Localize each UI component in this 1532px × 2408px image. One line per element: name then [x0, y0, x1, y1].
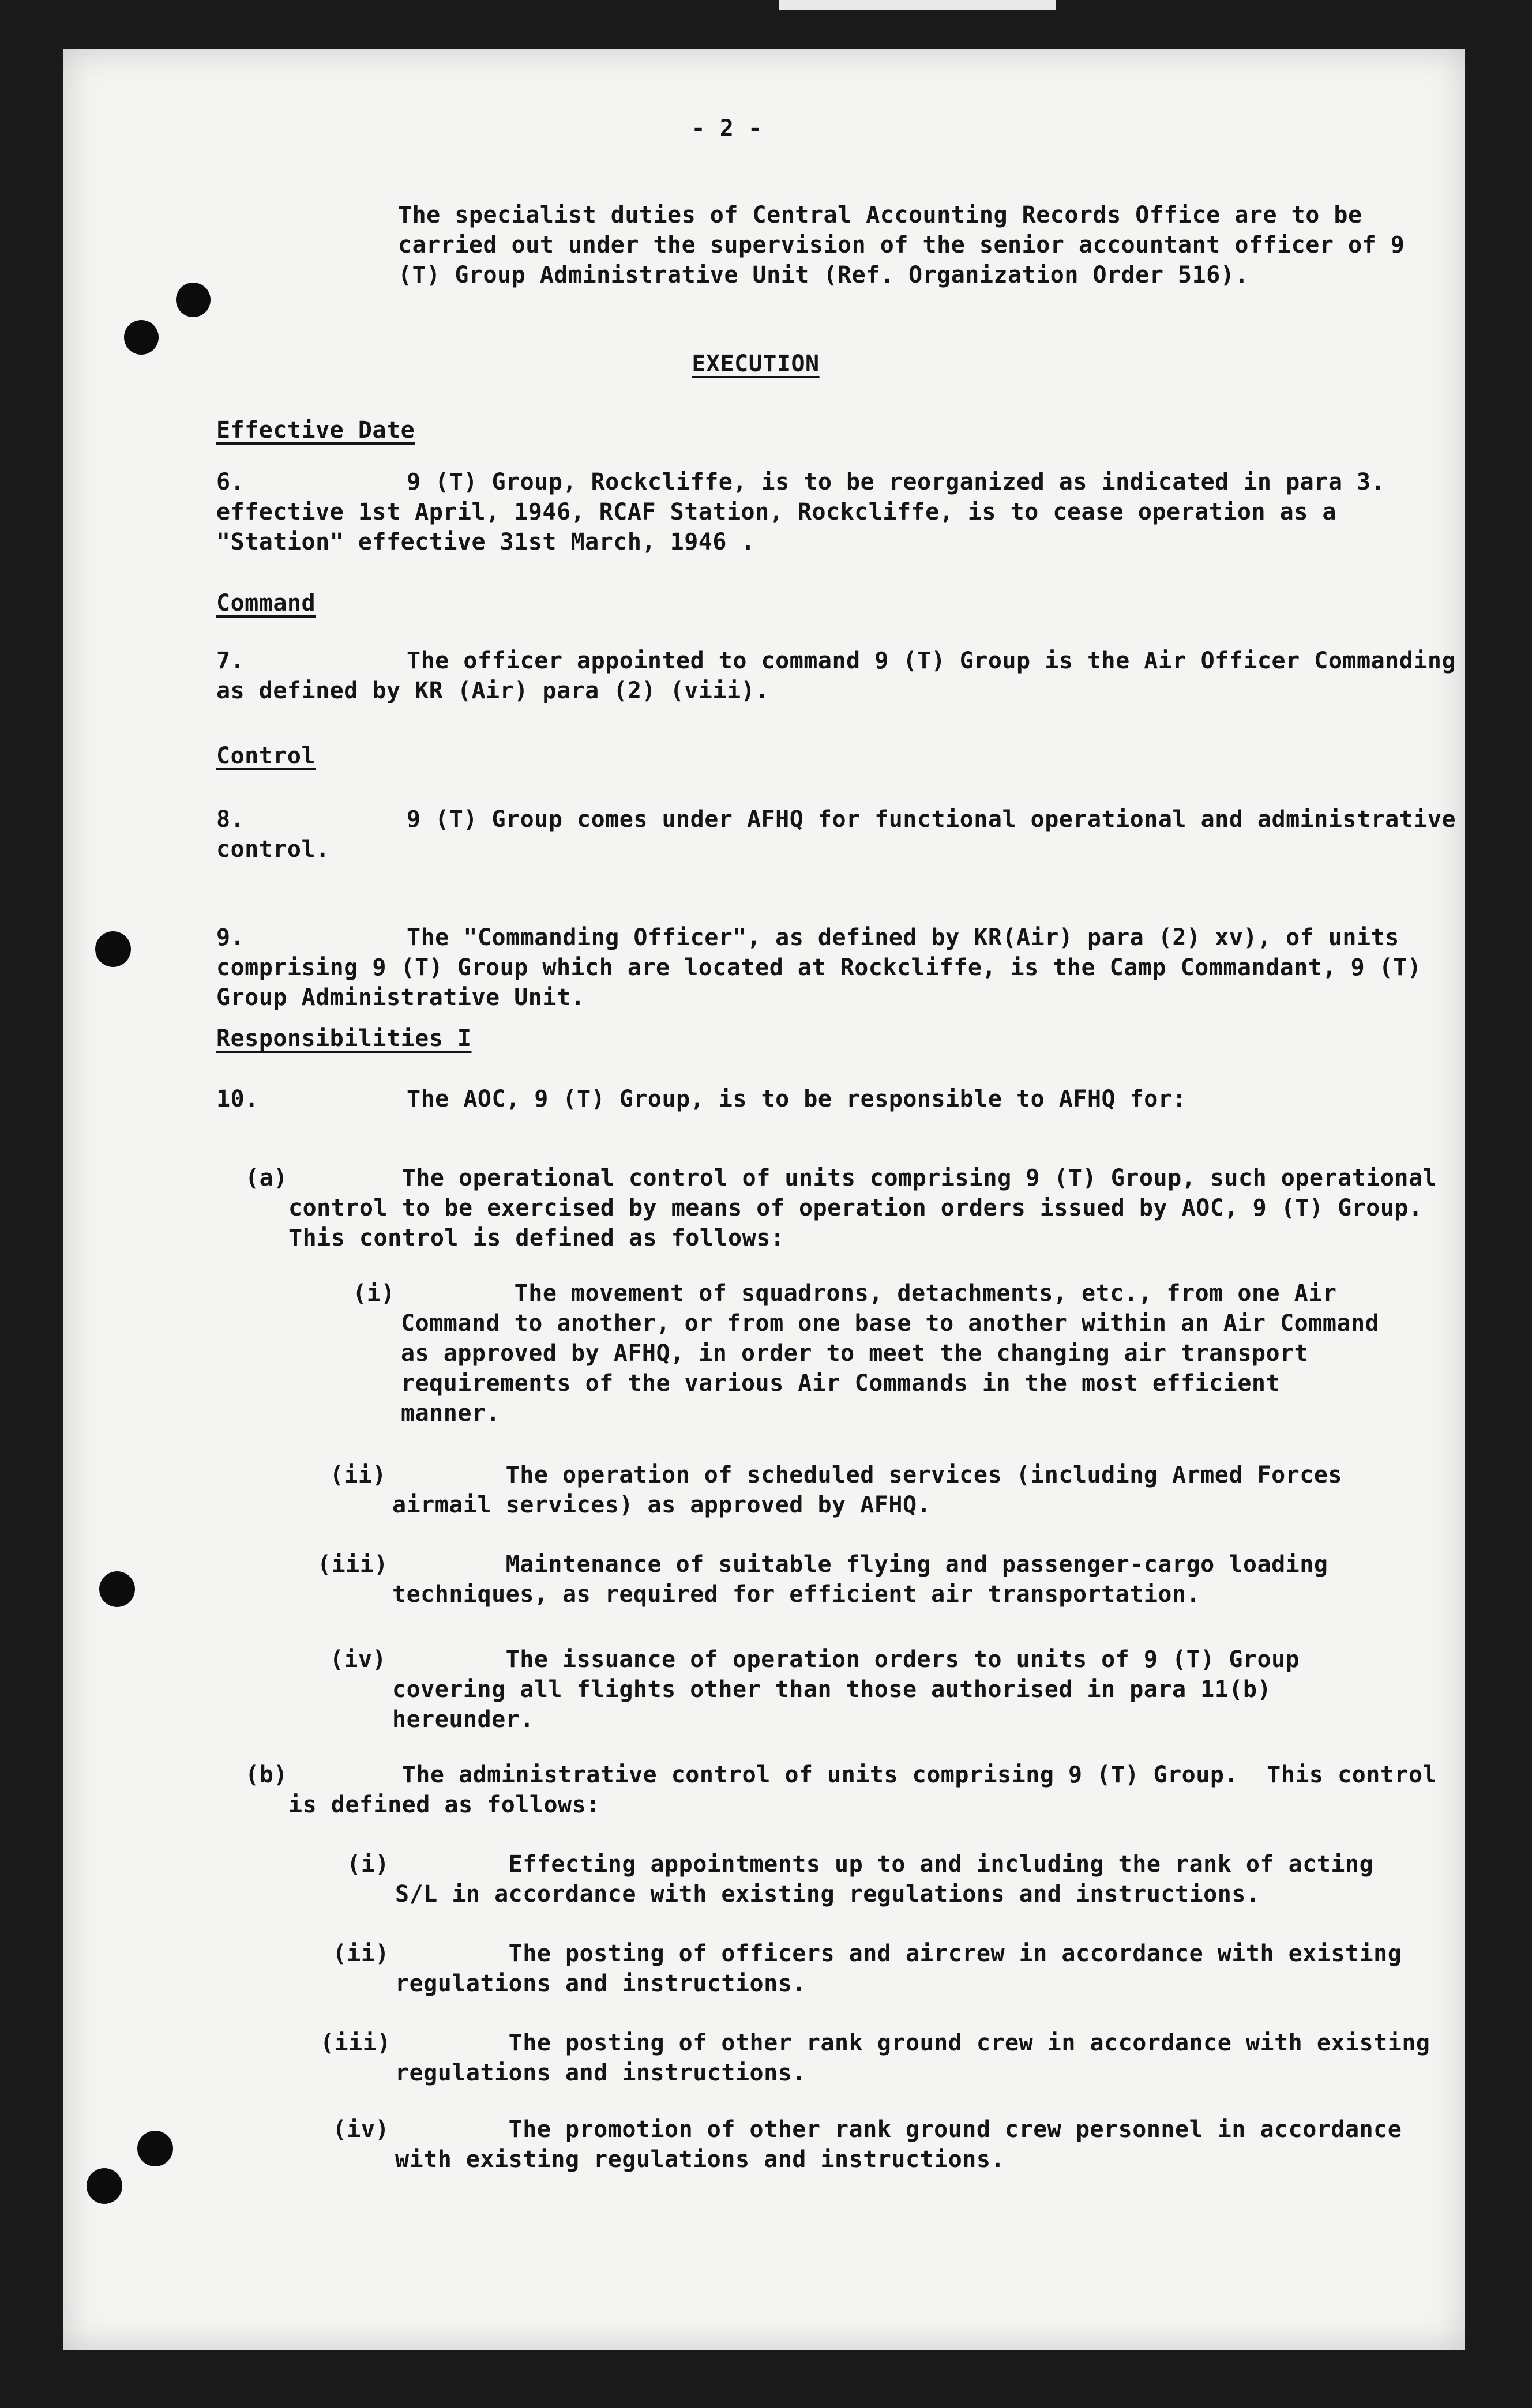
item-text: The posting of other rank ground crew in accordance with existing regulations and instructions.: [395, 2030, 1445, 2086]
paragraph-number: 7.: [216, 648, 245, 674]
item-label: (a): [245, 1165, 288, 1191]
item-label: (i): [352, 1280, 395, 1307]
control-heading: Control: [216, 743, 316, 769]
paragraph-text: The AOC, 9 (T) Group, is to be responsible to AFHQ for:: [407, 1086, 1187, 1112]
paragraph-text: The officer appointed to command 9 (T) Group is the Air Officer Commanding as defined by KR (Air) para (2) (viii).: [216, 648, 1470, 704]
paragraph-number: 6.: [216, 469, 245, 495]
paragraph-text: The "Commanding Officer", as defined by KR(Air) para (2) xv), of units comprising 9 (T) Group which are located at Rockcliffe, is the Camp Commandant, 9 (T) Group Administrative Unit.: [216, 924, 1436, 1011]
responsibilities-heading: Responsibilities I: [216, 1025, 472, 1052]
item-text: The promotion of other rank ground crew personnel in accordance with existing regulations and instructions.: [395, 2116, 1416, 2173]
command-heading: Command: [216, 590, 316, 616]
item-label: (ii): [329, 1462, 386, 1488]
paper-tab-top: [779, 0, 1056, 10]
intro-paragraph: The specialist duties of Central Accounting Records Office are to be carried out under the supervision of the senior accountant officer of 9 (T) Group Administrative Unit (Ref. Organization Order 516).: [398, 202, 1419, 288]
item-text: The operation of scheduled services (including Armed Forces airmail services) as approved by AFHQ.: [392, 1462, 1357, 1518]
page-number: - 2 -: [691, 115, 763, 142]
paragraph-9: [216, 923, 1456, 1013]
document-text: [63, 49, 1470, 2350]
item-a-i: [352, 1248, 1394, 1458]
item-text: Effecting appointments up to and including the rank of acting S/L in accordance with existing regulations and instructions.: [395, 1851, 1388, 1907]
paragraph-number: 8.: [216, 806, 245, 833]
item-label: (b): [245, 1762, 288, 1788]
paragraph-text: 9 (T) Group, Rockcliffe, is to be reorganized as indicated in para 3. effective 1st April, 1946, RCAF Station, Rockcliffe, is to cease operation as a "Station" effective 31st March, 1946 .: [216, 469, 1399, 555]
item-label: (i): [347, 1851, 389, 1878]
effective-date-heading: Effective Date: [216, 417, 415, 443]
item-text: The issuance of operation orders to units of 9 (T) Group covering all flights other than those authorised in para 11(b) hereunder.: [392, 1646, 1314, 1733]
paragraph-7: [216, 646, 1470, 706]
paragraph-text: 9 (T) Group comes under AFHQ for functional operational and administrative control.: [216, 806, 1470, 863]
item-text: The operational control of units comprising 9 (T) Group, such operational control to be exercised by means of operation orders issued by AOC, 9 (T) Group. This control is defined as follows:: [288, 1165, 1451, 1251]
item-label: (ii): [332, 1940, 389, 1967]
paragraph-number: 9.: [216, 924, 245, 951]
item-label: (iv): [329, 1646, 386, 1673]
item-text: The movement of squadrons, detachments, etc., from one Air Command to another, or from one base to another within an Air Command as approved by AFHQ, in order to meet the changing air transport requirements of the various Air Commands in the most efficient manner.: [401, 1280, 1394, 1427]
item-b-iv: [332, 2085, 1433, 2204]
document-page: [63, 49, 1470, 2350]
item-text: The administrative control of units comprising 9 (T) Group. This control is defined as follows:: [288, 1762, 1451, 1818]
execution-heading: EXECUTION: [692, 351, 820, 377]
item-text: Maintenance of suitable flying and passenger-cargo loading techniques, as required for efficient air transportation.: [392, 1551, 1343, 1608]
paragraph-number: 10.: [216, 1086, 259, 1112]
item-text: The posting of officers and aircrew in accordance with existing regulations and instructions.: [395, 1940, 1416, 1997]
item-label: (iv): [332, 2116, 389, 2143]
paragraph-10: [216, 1084, 1456, 1114]
paragraph-8: [216, 804, 1470, 864]
item-label: (iii): [320, 2030, 391, 2056]
paragraph-6: [216, 467, 1456, 557]
item-label: (iii): [317, 1551, 388, 1578]
